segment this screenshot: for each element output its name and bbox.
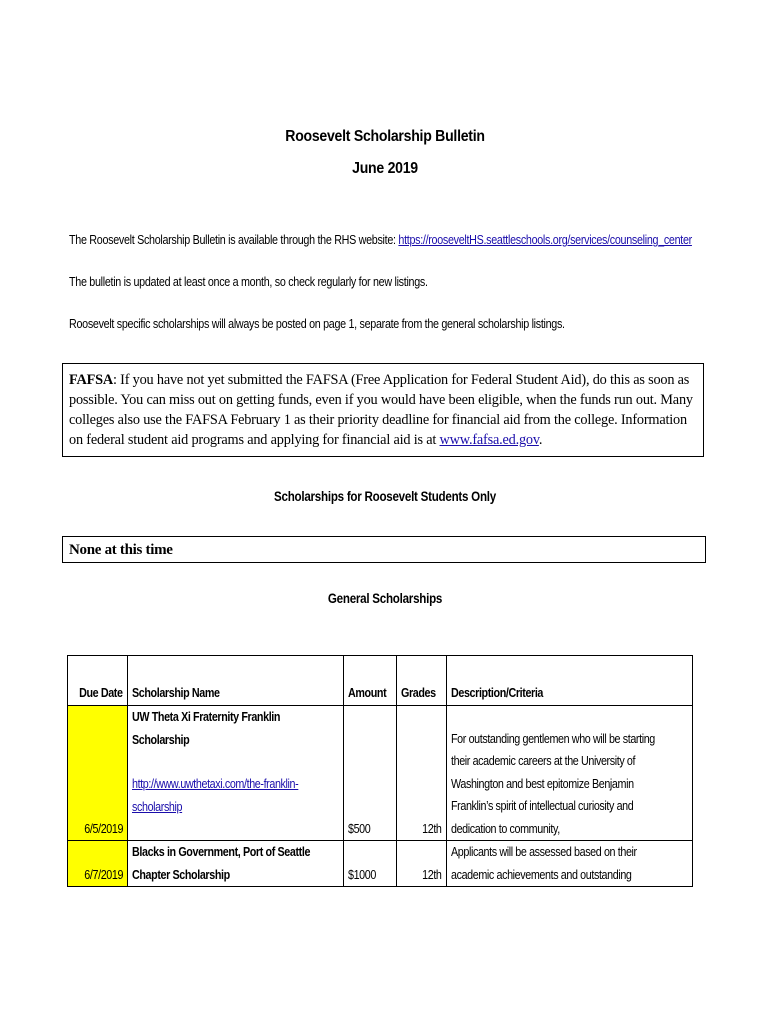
general-scholarships-heading: General Scholarships bbox=[327, 591, 443, 606]
col-scholarship-name: Scholarship Name bbox=[127, 656, 343, 706]
amount-cell: $1000 bbox=[343, 841, 397, 887]
col-amount: Amount bbox=[343, 656, 397, 706]
intro-line-roosevelt: Roosevelt specific scholarships will always be posted on page 1, separate from the general scholarship listings. bbox=[69, 317, 565, 331]
amount-cell: $500 bbox=[343, 706, 397, 841]
bulletin-date: June 2019 bbox=[352, 160, 418, 177]
none-at-this-time: None at this time bbox=[69, 542, 173, 558]
scholarship-name-cell: Blacks in Government, Port of Seattle Chapter Scholarship bbox=[127, 841, 343, 887]
fafsa-notice-box bbox=[62, 363, 704, 457]
col-due-date: Due Date bbox=[68, 656, 128, 706]
grades-cell: 12th bbox=[397, 706, 446, 841]
description-cell: Applicants will be assessed based on their academic achievements and outstanding bbox=[446, 841, 692, 887]
intro-line-updated: The bulletin is updated at least once a month, so check regularly for new listings. bbox=[69, 275, 428, 289]
bulletin-title: Roosevelt Scholarship Bulletin bbox=[285, 128, 485, 145]
fafsa-link[interactable]: www.fafsa.ed.gov bbox=[439, 432, 539, 448]
franklin-scholarship-link[interactable]: http://www.uwthetaxi.com/the-franklin- bbox=[131, 777, 298, 791]
description-cell: For outstanding gentlemen who will be starting their academic careers at the University of Washington and best epitomize Benjamin Franklin’s spirit of intellectual curiosity and dedication to community, bbox=[446, 706, 692, 841]
scholarship-name-cell: UW Theta Xi Fraternity Franklin Scholarship http://www.uwthetaxi.com/the-franklin- scholarship bbox=[127, 706, 343, 841]
fafsa-end: . bbox=[538, 432, 543, 448]
roosevelt-only-none-box bbox=[62, 536, 706, 563]
col-grades: Grades bbox=[397, 656, 446, 706]
fafsa-text: : If you have not yet submitted the FAFSA (Free Application for Federal Student Aid), do this as soon as possible. You can miss out on getting funds, even if you would have been eligible, when the funds run out. Many colleges also use the FAFSA February 1 as their priority deadline for financial aid from the college. Information on federal student aid programs and applying for financial aid is at bbox=[69, 372, 693, 448]
col-description: Description/Criteria bbox=[446, 656, 692, 706]
due-date-cell: 6/7/2019 bbox=[68, 841, 128, 887]
fafsa-label: FAFSA bbox=[69, 372, 114, 388]
roosevelt-only-heading: Scholarships for Roosevelt Students Only bbox=[274, 489, 496, 504]
due-date-cell: 6/5/2019 bbox=[68, 706, 128, 841]
counseling-center-link[interactable]: https://rooseveltHS.seattleschools.org/services/counseling_center bbox=[398, 233, 692, 247]
table-row bbox=[68, 706, 693, 841]
table-header-row bbox=[68, 656, 693, 706]
grades-cell: 12th bbox=[397, 841, 446, 887]
intro-line-website bbox=[69, 233, 692, 247]
franklin-scholarship-link-cont[interactable]: scholarship bbox=[131, 799, 182, 814]
intro-website-text: The Roosevelt Scholarship Bulletin is available through the RHS website: bbox=[69, 233, 399, 247]
general-scholarships-table bbox=[67, 655, 693, 887]
table-row bbox=[68, 841, 693, 887]
